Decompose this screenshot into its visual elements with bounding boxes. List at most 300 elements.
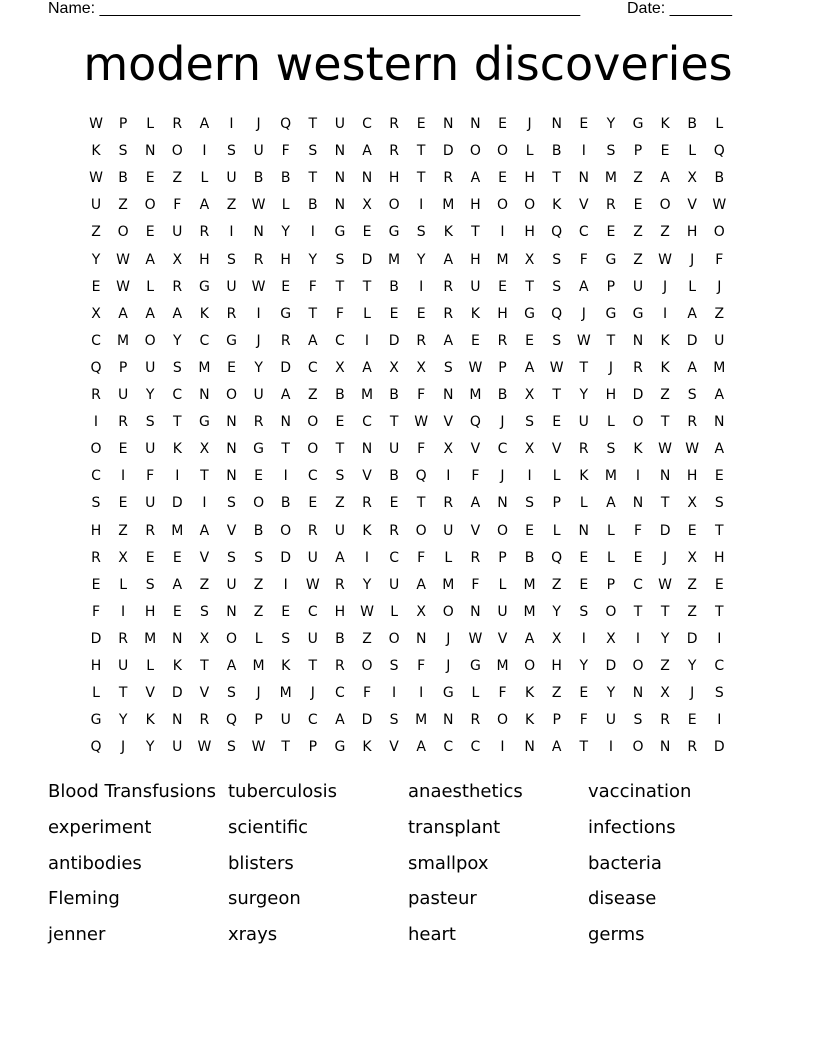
word-bank-item: vaccination <box>588 781 692 802</box>
grid-letter: W <box>576 332 591 349</box>
grid-letter: Q <box>713 143 725 160</box>
grid-letter: M <box>252 658 265 674</box>
grid-letter: K <box>91 143 101 160</box>
grid-letter: D <box>90 630 102 647</box>
grid-letter: D <box>361 251 373 268</box>
grid-letter: L <box>146 658 155 674</box>
grid-letter: Z <box>687 576 697 593</box>
grid-letter: U <box>226 170 237 187</box>
grid-letter: V <box>551 441 562 458</box>
grid-letter: C <box>362 116 372 132</box>
grid-letter: L <box>363 305 371 322</box>
grid-letter: A <box>199 197 210 214</box>
grid-letter: D <box>388 332 400 349</box>
grid-letter: S <box>254 549 264 566</box>
grid-letter: J <box>663 549 668 566</box>
page-title: modern western discoveries <box>83 37 733 91</box>
grid-letter: O <box>361 658 373 674</box>
grid-letter: N <box>659 468 671 485</box>
grid-letter: C <box>335 332 345 349</box>
grid-letter: P <box>606 576 616 593</box>
grid-letter: L <box>390 603 398 620</box>
word-bank-item: Blood Transfusions <box>48 781 217 802</box>
grid-letter: S <box>227 549 236 566</box>
grid-letter: O <box>415 522 427 539</box>
grid-letter: M <box>415 712 428 729</box>
grid-letter: O <box>307 414 319 431</box>
grid-letter: T <box>281 441 290 458</box>
grid-letter: E <box>172 603 182 620</box>
grid-letter: Q <box>90 739 102 756</box>
grid-letter: M <box>279 685 292 702</box>
grid-letter: O <box>496 522 509 539</box>
grid-letter: V <box>389 739 399 756</box>
grid-letter: V <box>362 468 372 485</box>
grid-letter: I <box>635 630 641 647</box>
grid-letter: K <box>552 197 562 214</box>
grid-letter: S <box>227 143 236 160</box>
grid-letter: T <box>471 224 480 241</box>
grid-letter: L <box>688 278 697 295</box>
grid-letter: P <box>606 278 616 295</box>
grid-letter: U <box>307 630 318 647</box>
grid-letter: R <box>91 387 101 403</box>
grid-letter: U <box>470 278 481 295</box>
grid-letter: O <box>171 143 183 160</box>
grid-letter: R <box>118 414 128 431</box>
grid-letter: P <box>498 359 507 376</box>
grid-letter: E <box>687 522 697 539</box>
grid-letter: W <box>251 197 266 214</box>
grid-letter: B <box>335 630 345 647</box>
grid-letter: W <box>468 630 483 647</box>
grid-letter: Z <box>308 387 318 403</box>
grid-letter: S <box>552 332 562 349</box>
grid-letter: Z <box>199 576 210 593</box>
grid-letter: S <box>606 441 616 458</box>
grid-letter: I <box>229 224 234 241</box>
grid-letter: I <box>364 332 370 349</box>
word-bank-item: antibodies <box>48 852 142 874</box>
grid-letter: R <box>443 170 454 187</box>
word-bank-item: disease <box>588 888 657 910</box>
grid-letter: A <box>335 549 345 566</box>
grid-letter: O <box>713 224 725 241</box>
grid-letter: I <box>121 468 126 485</box>
grid-letter: S <box>714 685 724 702</box>
grid-letter: U <box>443 522 454 539</box>
grid-letter: J <box>500 414 505 431</box>
grid-letter: L <box>119 576 127 593</box>
grid-letter: T <box>335 441 345 458</box>
grid-letter: S <box>633 712 643 729</box>
grid-letter: L <box>498 576 507 593</box>
grid-letter: C <box>470 739 481 756</box>
grid-letter: E <box>714 576 724 593</box>
grid-letter: Z <box>714 305 725 322</box>
grid-letter: C <box>199 332 210 349</box>
grid-letter: R <box>443 495 454 512</box>
grid-letter: J <box>446 658 451 674</box>
word-bank-item: blisters <box>228 852 294 874</box>
grid-letter: E <box>633 549 643 566</box>
grid-letter: H <box>199 251 210 268</box>
grid-letter: A <box>416 739 426 756</box>
grid-letter: W <box>712 197 727 214</box>
grid-letter: R <box>253 251 264 268</box>
grid-letter: M <box>604 468 617 485</box>
grid-letter: X <box>687 170 697 187</box>
grid-letter: F <box>308 278 317 295</box>
grid-letter: B <box>280 495 291 512</box>
grid-letter: Z <box>253 603 264 620</box>
grid-letter: A <box>362 143 372 160</box>
grid-letter: F <box>715 251 724 268</box>
grid-letter: R <box>443 305 454 322</box>
grid-letter: Z <box>335 495 345 512</box>
grid-letter: M <box>171 522 184 539</box>
grid-letter: O <box>632 658 644 674</box>
grid-letter: A <box>308 332 318 349</box>
grid-letter: R <box>633 359 643 376</box>
grid-letter: E <box>416 305 426 322</box>
grid-letter: B <box>714 170 725 187</box>
word-bank-item: Fleming <box>48 888 120 910</box>
grid-letter: I <box>419 278 424 295</box>
grid-letter: D <box>605 658 617 674</box>
grid-letter: Y <box>118 712 128 729</box>
grid-letter: G <box>334 739 346 756</box>
grid-letter: E <box>254 468 264 485</box>
grid-letter: O <box>388 197 400 214</box>
grid-letter: H <box>90 522 102 539</box>
word-bank-item: heart <box>408 924 456 946</box>
grid-letter: G <box>388 224 400 241</box>
grid-letter: S <box>145 414 155 431</box>
grid-letter: T <box>579 359 589 376</box>
grid-letter: Y <box>579 658 589 674</box>
grid-letter: A <box>524 359 535 376</box>
grid-letter: X <box>118 549 128 566</box>
grid-letter: O <box>90 441 102 458</box>
grid-letter: D <box>171 685 183 702</box>
grid-letter: G <box>632 116 644 132</box>
word-bank-item: surgeon <box>228 888 301 910</box>
grid-letter: T <box>200 468 209 485</box>
grid-letter: U <box>253 387 264 403</box>
grid-letter: X <box>172 251 183 268</box>
grid-letter: G <box>253 441 265 458</box>
grid-letter: S <box>525 495 535 512</box>
grid-letter: Y <box>173 332 182 349</box>
grid-letter: I <box>608 739 613 756</box>
grid-letter: U <box>145 441 156 458</box>
grid-letter: G <box>334 224 346 241</box>
grid-letter: J <box>690 685 695 702</box>
grid-letter: T <box>715 522 724 539</box>
grid-letter: U <box>578 414 589 431</box>
grid-letter: V <box>145 685 155 702</box>
grid-letter: N <box>443 387 454 403</box>
grid-letter: M <box>442 197 455 214</box>
grid-letter: W <box>251 739 266 756</box>
grid-letter: I <box>581 143 586 160</box>
grid-letter: X <box>443 441 454 458</box>
word-bank-item: infections <box>588 816 676 838</box>
grid-letter: B <box>253 170 264 187</box>
grid-letter: G <box>632 305 644 322</box>
word-bank-item: pasteur <box>408 888 477 910</box>
grid-letter: M <box>198 359 211 376</box>
grid-letter: P <box>498 549 507 566</box>
grid-letter: E <box>91 278 101 295</box>
grid-letter: K <box>660 332 670 349</box>
grid-letter: R <box>335 576 345 593</box>
grid-letter: R <box>687 414 698 431</box>
grid-letter: E <box>579 116 589 132</box>
grid-letter: S <box>227 251 236 268</box>
grid-letter: O <box>524 197 536 214</box>
grid-letter: E <box>281 278 291 295</box>
grid-letter: U <box>90 197 102 214</box>
grid-letter: A <box>660 170 670 187</box>
grid-letter: K <box>362 522 372 539</box>
date-field-label: Date: _______ <box>627 0 732 17</box>
grid-letter: Q <box>280 116 292 132</box>
word-bank-item: experiment <box>48 816 152 838</box>
grid-letter: I <box>256 305 261 322</box>
grid-letter: W <box>305 576 320 593</box>
grid-letter: W <box>549 359 564 376</box>
grid-letter: C <box>307 712 318 729</box>
grid-letter: U <box>172 224 183 241</box>
grid-letter: P <box>308 739 318 756</box>
grid-letter: G <box>442 685 454 702</box>
grid-letter: A <box>335 712 345 729</box>
word-bank-item: transplant <box>408 816 501 838</box>
grid-letter: S <box>172 359 182 376</box>
grid-letter: N <box>443 712 454 729</box>
grid-letter: B <box>389 387 399 403</box>
grid-letter: S <box>118 143 128 160</box>
grid-letter: I <box>581 630 586 647</box>
grid-letter: T <box>633 603 643 620</box>
grid-letter: W <box>658 576 673 593</box>
grid-letter: V <box>687 197 697 214</box>
grid-letter: R <box>91 549 101 566</box>
grid-letter: F <box>281 143 290 160</box>
grid-letter: N <box>714 414 725 431</box>
grid-letter: T <box>579 739 589 756</box>
grid-letter: N <box>199 387 210 403</box>
grid-letter: F <box>417 658 426 674</box>
grid-letter: S <box>335 468 345 485</box>
grid-letter: K <box>172 441 182 458</box>
grid-letter: Y <box>660 630 670 647</box>
grid-letter: U <box>117 387 129 403</box>
grid-letter: N <box>334 197 346 214</box>
grid-letter: S <box>227 739 236 756</box>
grid-letter: G <box>90 712 102 729</box>
grid-letter: U <box>714 332 725 349</box>
grid-letter: E <box>660 143 670 160</box>
grid-letter: T <box>606 332 616 349</box>
grid-letter: N <box>334 143 346 160</box>
grid-letter: E <box>389 305 399 322</box>
word-bank-item: smallpox <box>408 852 489 874</box>
grid-letter: N <box>361 170 373 187</box>
grid-letter: E <box>552 414 562 431</box>
word-bank-item: bacteria <box>588 852 662 874</box>
grid-letter: M <box>360 387 374 403</box>
grid-letter: H <box>144 603 156 620</box>
grid-letter: E <box>362 224 372 241</box>
grid-letter: K <box>633 441 643 458</box>
grid-letter: E <box>145 224 155 241</box>
grid-letter: C <box>307 359 318 376</box>
grid-letter: Y <box>579 387 589 403</box>
grid-letter: A <box>416 576 426 593</box>
grid-letter: O <box>307 441 319 458</box>
grid-letter: E <box>498 170 507 187</box>
grid-letter: J <box>256 332 261 349</box>
grid-letter: O <box>442 603 454 620</box>
grid-letter: N <box>632 495 644 512</box>
grid-letter: J <box>581 305 586 322</box>
grid-letter: D <box>686 630 698 647</box>
grid-letter: E <box>470 332 480 349</box>
grid-letter: Z <box>226 197 237 214</box>
grid-letter: E <box>687 712 697 729</box>
grid-letter: M <box>388 251 401 268</box>
grid-letter: N <box>226 603 237 620</box>
grid-letter: K <box>199 305 209 322</box>
grid-letter: C <box>91 468 101 485</box>
grid-letter: U <box>632 278 644 295</box>
grid-letter: B <box>389 468 399 485</box>
grid-letter: T <box>552 170 561 187</box>
grid-letter: X <box>524 387 535 403</box>
grid-letter: A <box>524 630 535 647</box>
grid-letter: H <box>334 603 346 620</box>
grid-letter: I <box>392 685 397 702</box>
grid-letter: Z <box>633 224 643 241</box>
grid-letter: U <box>280 712 291 729</box>
grid-letter: G <box>198 414 210 431</box>
grid-letter: K <box>660 116 670 132</box>
grid-letter: M <box>713 359 726 376</box>
grid-letter: N <box>361 441 373 458</box>
grid-letter: X <box>687 549 697 566</box>
grid-letter: A <box>199 116 210 132</box>
grid-letter: I <box>446 468 451 485</box>
grid-letter: N <box>551 116 562 132</box>
grid-letter: Y <box>281 224 290 241</box>
grid-letter: H <box>388 170 400 187</box>
grid-letter: L <box>146 116 155 132</box>
grid-letter: E <box>498 278 507 295</box>
grid-letter: T <box>308 116 318 132</box>
grid-letter: O <box>632 739 644 756</box>
grid-letter: U <box>334 116 346 132</box>
grid-letter: R <box>497 332 508 349</box>
grid-letter: I <box>283 576 288 593</box>
grid-letter: B <box>389 278 399 295</box>
grid-letter: E <box>91 576 101 593</box>
grid-letter: Q <box>225 712 238 729</box>
grid-letter: Z <box>687 603 697 620</box>
grid-letter: L <box>688 143 697 160</box>
grid-letter: O <box>388 630 400 647</box>
grid-letter: B <box>497 387 508 403</box>
grid-letter: C <box>172 387 183 403</box>
grid-letter: D <box>280 549 292 566</box>
grid-letter: S <box>199 603 209 620</box>
grid-letter: J <box>690 251 695 268</box>
grid-letter: R <box>416 332 427 349</box>
grid-letter: Y <box>416 251 426 268</box>
grid-letter: T <box>200 658 209 674</box>
grid-letter: H <box>524 224 535 241</box>
grid-letter: N <box>226 441 237 458</box>
grid-letter: S <box>552 278 562 295</box>
grid-letter: O <box>144 197 156 214</box>
grid-letter: X <box>91 305 101 322</box>
grid-letter: Z <box>660 658 670 674</box>
grid-letter: T <box>118 685 128 702</box>
grid-letter: N <box>334 170 346 187</box>
grid-letter: T <box>308 305 318 322</box>
grid-letter: X <box>362 197 372 214</box>
grid-letter: R <box>687 739 698 756</box>
grid-letter: Z <box>91 224 101 241</box>
grid-letter: X <box>199 441 210 458</box>
grid-letter: C <box>389 549 399 566</box>
grid-letter: S <box>389 712 399 729</box>
grid-letter: L <box>606 522 615 539</box>
grid-letter: A <box>362 359 372 376</box>
grid-letter: E <box>308 495 318 512</box>
grid-letter: S <box>227 685 236 702</box>
grid-letter: A <box>606 495 616 512</box>
grid-letter: I <box>663 305 668 322</box>
grid-letter: L <box>579 495 588 512</box>
grid-letter: R <box>389 116 399 132</box>
grid-letter: P <box>118 359 128 376</box>
grid-letter: Q <box>415 468 427 485</box>
grid-letter: A <box>172 305 183 322</box>
grid-letter: Y <box>145 739 155 756</box>
grid-letter: B <box>118 170 128 187</box>
grid-letter: F <box>579 712 588 729</box>
grid-letter: V <box>579 197 589 214</box>
grid-letter: A <box>145 305 155 322</box>
grid-letter: S <box>335 251 345 268</box>
grid-letter: Z <box>551 685 562 702</box>
grid-letter: A <box>226 658 237 674</box>
word-bank-item: scientific <box>228 816 309 838</box>
grid-letter: K <box>660 359 670 376</box>
grid-letter: F <box>579 251 588 268</box>
grid-letter: I <box>175 468 180 485</box>
grid-letter: T <box>308 170 318 187</box>
grid-letter: T <box>416 170 426 187</box>
grid-letter: H <box>686 224 698 241</box>
grid-letter: W <box>658 251 673 268</box>
grid-letter: H <box>524 170 535 187</box>
grid-letter: I <box>717 630 722 647</box>
grid-letter: Z <box>660 224 670 241</box>
